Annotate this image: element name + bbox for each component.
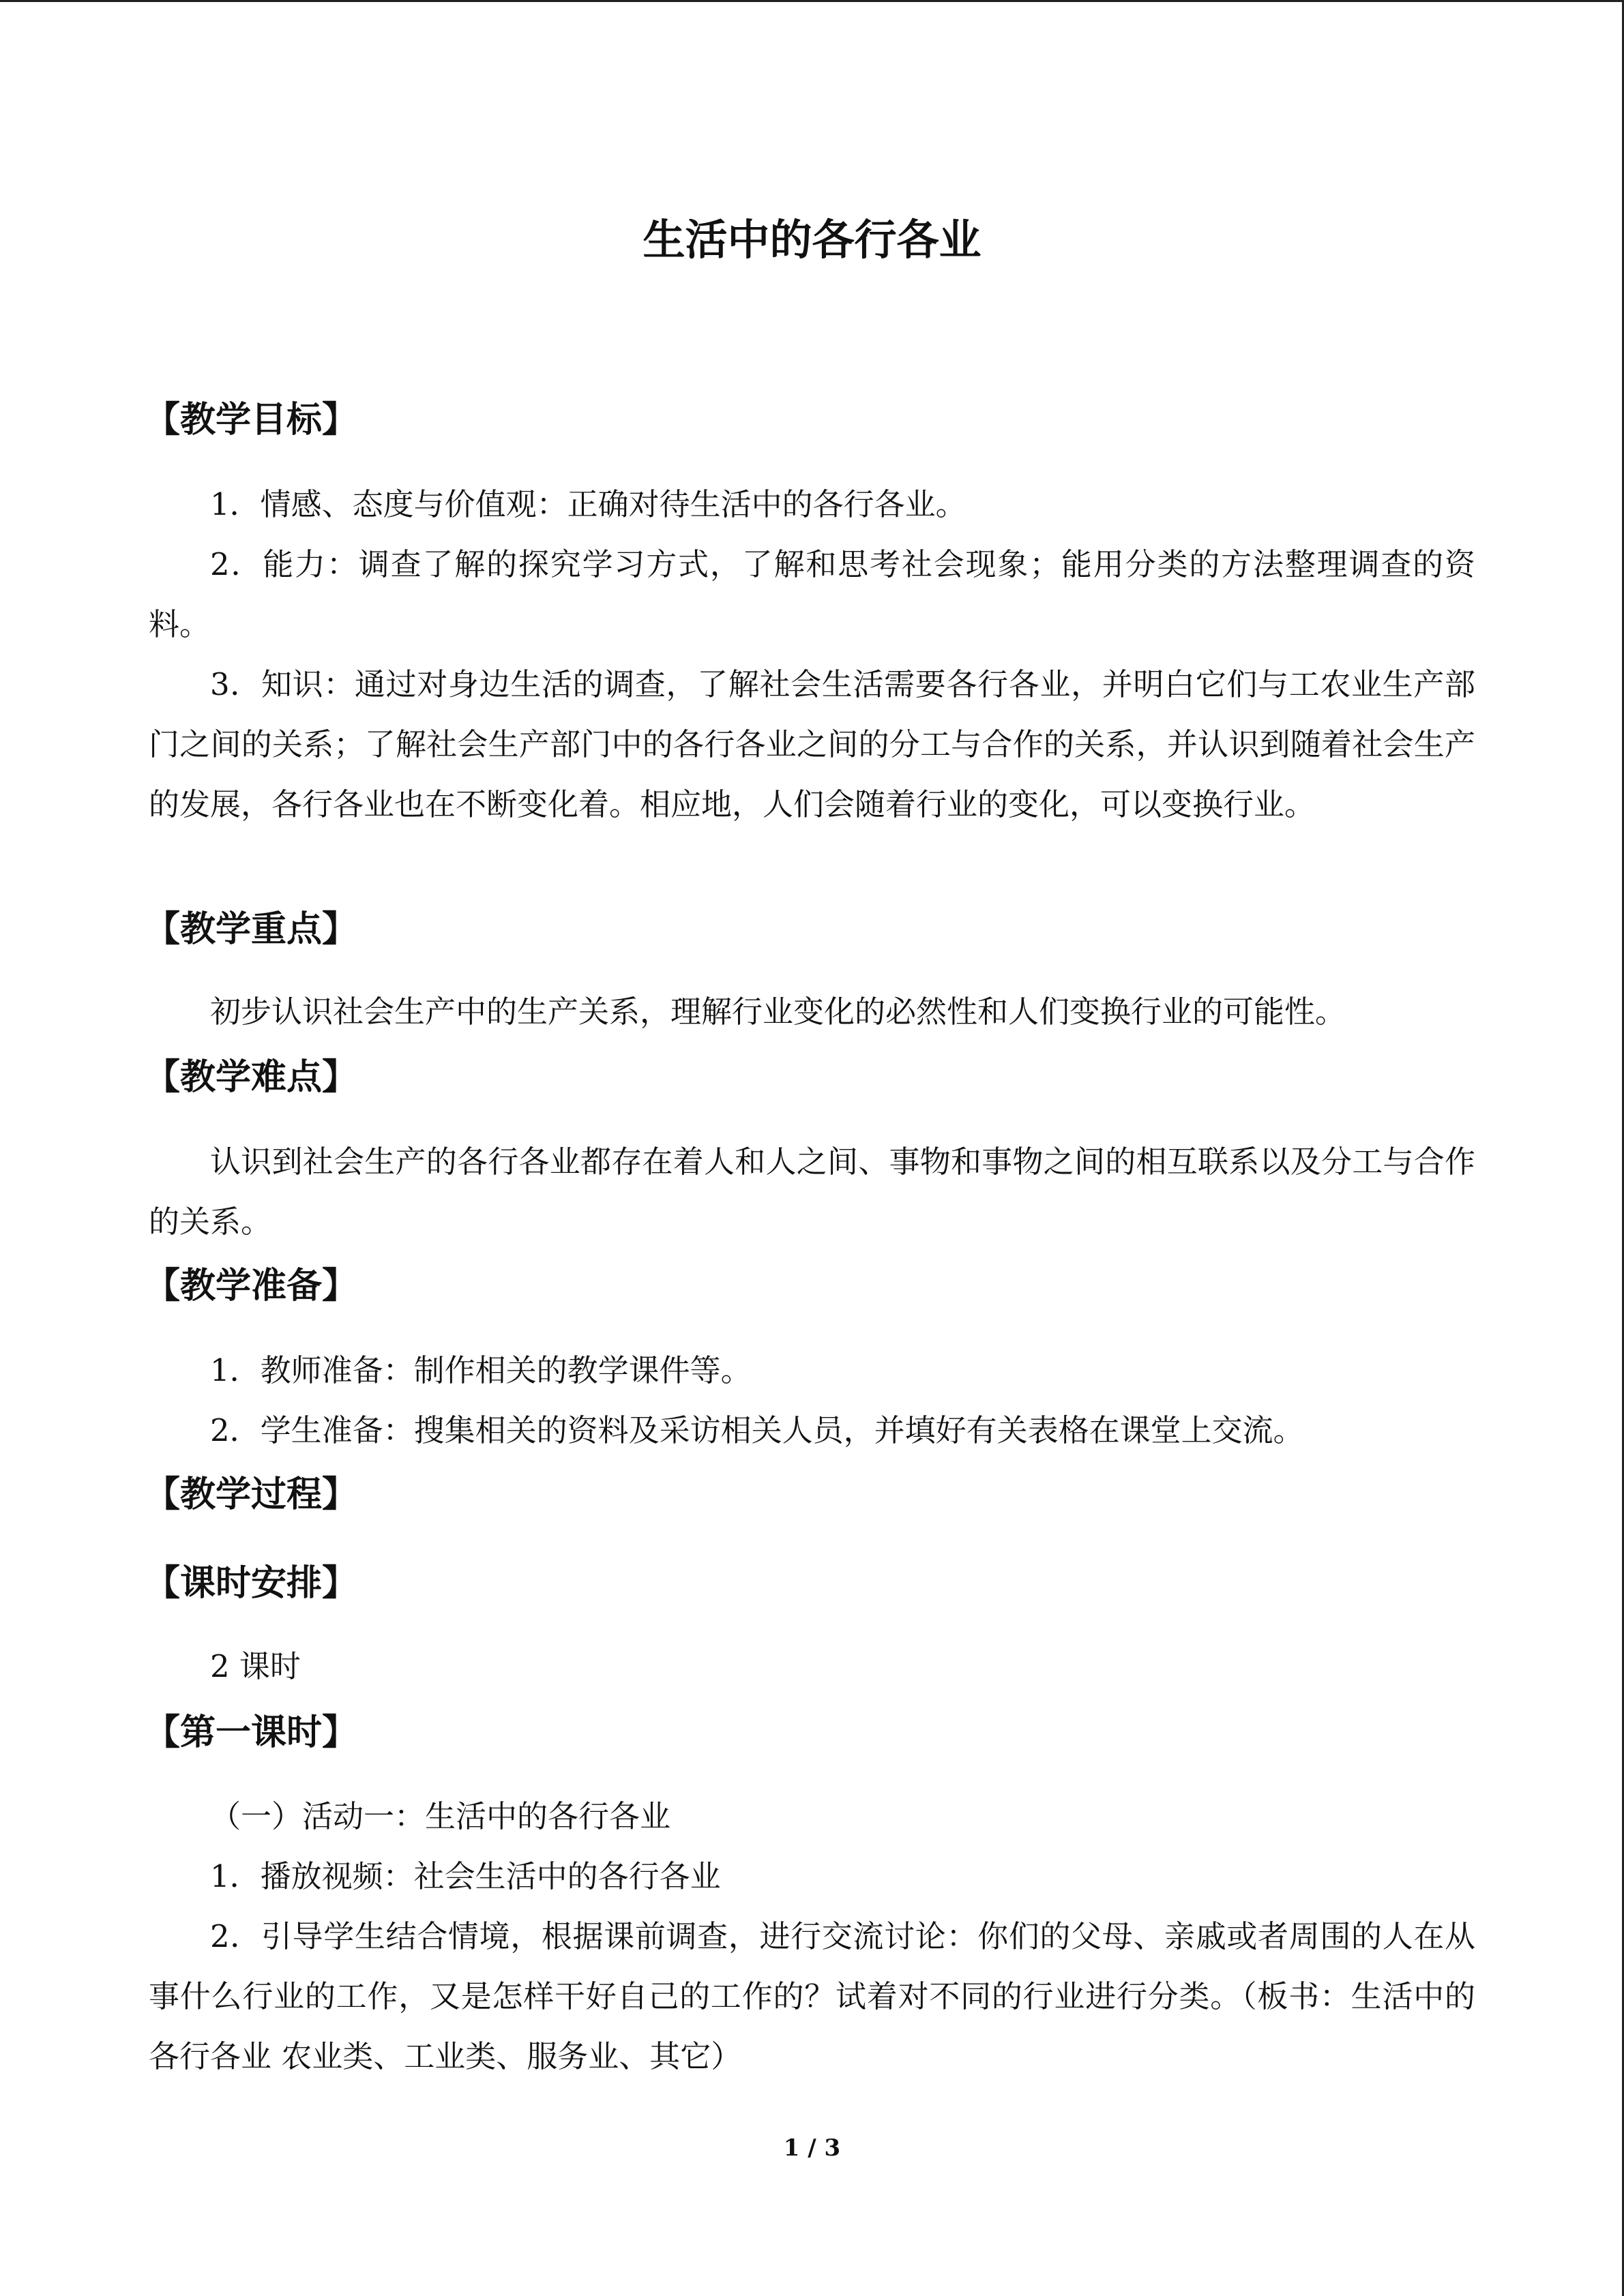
preparation-item-2: 2．学生准备：搜集相关的资料及采访相关人员，并填好有关表格在课堂上交流。 <box>210 1412 1304 1448</box>
objective-item-2: 2．能力：调查了解的探究学习方式，了解和思考社会现象；能用分类的方法整理调查的资料。 <box>149 546 1475 642</box>
key-points-text: 初步认识社会生产中的生产关系，理解行业变化的必然性和人们变换行业的可能性。 <box>210 994 1346 1030</box>
heading-process: 【教学过程】 <box>145 1474 358 1515</box>
heading-objectives: 【教学目标】 <box>145 400 358 441</box>
page-border-top <box>0 0 1624 2</box>
first-lesson-item-1: （一）活动一：生活中的各行各业 <box>210 1798 671 1834</box>
preparation-item-1: 1．教师准备：制作相关的教学课件等。 <box>210 1352 752 1388</box>
page-number: 1 / 3 <box>783 2134 841 2162</box>
heading-key-points: 【教学重点】 <box>145 909 358 950</box>
heading-schedule: 【课时安排】 <box>145 1563 358 1604</box>
heading-first-lesson: 【第一课时】 <box>145 1712 358 1753</box>
objective-item-1: 1．情感、态度与价值观：正确对待生活中的各行各业。 <box>210 486 966 522</box>
first-lesson-item-2: 1．播放视频：社会生活中的各行各业 <box>210 1858 721 1894</box>
objective-item-3: 3．知识：通过对身边生活的调查，了解社会生活需要各行各业，并明白它们与工农业生产部门之间的关系；了解社会生产部门中的各行各业之间的分工与合作的关系，并认识到随着社会生产的发展，各行各业也在不断变化着。相应地，人们会随着行业的变化，可以变换行业。 <box>149 666 1475 822</box>
first-lesson-item-3: 2．引导学生结合情境，根据课前调查，进行交流讨论：你们的父母、亲戚或者周围的人在从事什么行业的工作，又是怎样干好自己的工作的？试着对不同的行业进行分类。（板书：生活中的各行各业 农业类、工业类、服务业、其它） <box>149 1918 1475 2074</box>
document-title: 生活中的各行各业 <box>643 215 981 265</box>
heading-difficulties: 【教学难点】 <box>145 1057 358 1098</box>
schedule-text: 2 课时 <box>210 1648 301 1684</box>
heading-preparation: 【教学准备】 <box>145 1266 358 1307</box>
difficulties-text: 认识到社会生产的各行各业都存在着人和人之间、事物和事物之间的相互联系以及分工与合作的关系。 <box>149 1144 1475 1240</box>
